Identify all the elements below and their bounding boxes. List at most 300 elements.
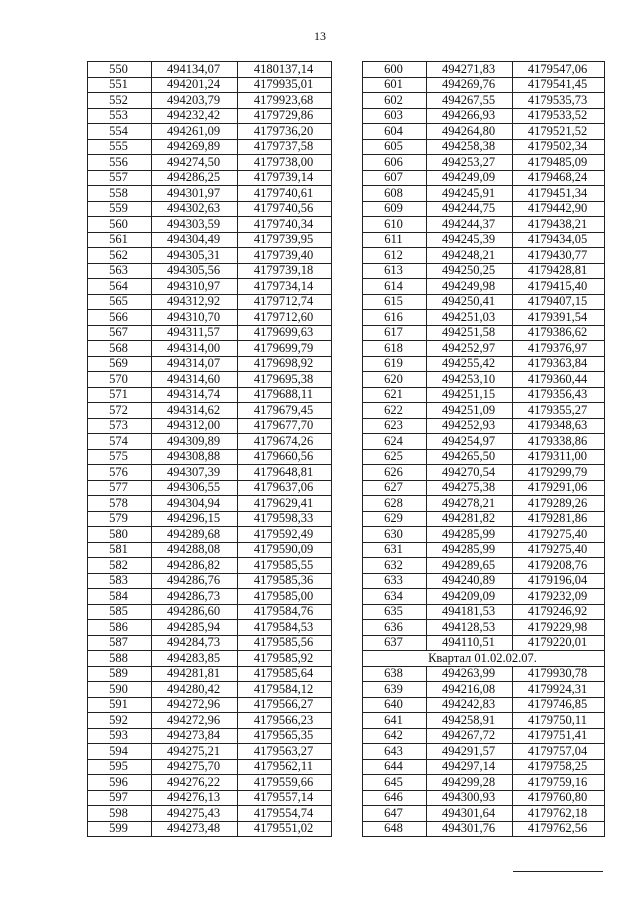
x-coordinate-cell: 494285,99: [427, 542, 513, 558]
y-coordinate-cell: 4179376,97: [513, 341, 605, 357]
y-coordinate-cell: 4179737,58: [238, 139, 332, 155]
left-table-body: [88, 62, 332, 837]
point-number-cell: 596: [88, 775, 152, 791]
y-coordinate-cell: 4179360,44: [513, 372, 605, 388]
x-coordinate-cell: 494275,70: [152, 759, 238, 775]
x-coordinate-cell: 494273,48: [152, 821, 238, 837]
table-row: [88, 387, 332, 403]
y-coordinate-cell: 4179232,09: [513, 589, 605, 605]
x-coordinate-cell: 494276,22: [152, 775, 238, 791]
x-coordinate-cell: 494291,57: [427, 744, 513, 760]
point-number-cell: 566: [88, 310, 152, 326]
x-coordinate-cell: 494286,73: [152, 589, 238, 605]
table-row: [88, 480, 332, 496]
table-row: [88, 589, 332, 605]
y-coordinate-cell: 4179751,41: [513, 728, 605, 744]
x-coordinate-cell: 494301,76: [427, 821, 513, 837]
table-row: [88, 496, 332, 512]
point-number-cell: 560: [88, 217, 152, 233]
x-coordinate-cell: 494307,39: [152, 465, 238, 481]
x-coordinate-cell: 494245,91: [427, 186, 513, 202]
point-number-cell: 640: [363, 697, 427, 713]
x-coordinate-cell: 494285,99: [427, 527, 513, 543]
table-row: [88, 651, 332, 667]
table-row: [88, 434, 332, 450]
x-coordinate-cell: 494251,03: [427, 310, 513, 326]
table-row: [88, 697, 332, 713]
table-row: [363, 728, 605, 744]
table-row: [363, 713, 605, 729]
table-row: [88, 821, 332, 837]
y-coordinate-cell: 4179434,05: [513, 232, 605, 248]
x-coordinate-cell: 494264,80: [427, 124, 513, 140]
point-number-cell: 575: [88, 449, 152, 465]
point-number-cell: 627: [363, 480, 427, 496]
point-number-cell: 555: [88, 139, 152, 155]
y-coordinate-cell: 4179695,38: [238, 372, 332, 388]
table-row: [363, 604, 605, 620]
point-number-cell: 602: [363, 93, 427, 109]
y-coordinate-cell: 4179677,70: [238, 418, 332, 434]
table-row: [363, 635, 605, 651]
x-coordinate-cell: 494280,42: [152, 682, 238, 698]
table-row: [363, 155, 605, 171]
table-row: [363, 697, 605, 713]
y-coordinate-cell: 4179355,27: [513, 403, 605, 419]
x-coordinate-cell: 494286,82: [152, 558, 238, 574]
y-coordinate-cell: 4179281,86: [513, 511, 605, 527]
table-row: [88, 372, 332, 388]
y-coordinate-cell: 4179729,86: [238, 108, 332, 124]
point-number-cell: 615: [363, 294, 427, 310]
table-row: [363, 186, 605, 202]
table-row: [88, 217, 332, 233]
table-row: [88, 604, 332, 620]
y-coordinate-cell: 4179438,21: [513, 217, 605, 233]
x-coordinate-cell: 494311,57: [152, 325, 238, 341]
y-coordinate-cell: 4179535,73: [513, 93, 605, 109]
y-coordinate-cell: 4179637,06: [238, 480, 332, 496]
y-coordinate-cell: 4179585,56: [238, 635, 332, 651]
point-number-cell: 618: [363, 341, 427, 357]
point-number-cell: 599: [88, 821, 152, 837]
x-coordinate-cell: 494203,79: [152, 93, 238, 109]
table-row: [88, 527, 332, 543]
table-row: [88, 93, 332, 109]
table-row: [88, 341, 332, 357]
x-coordinate-cell: 494273,84: [152, 728, 238, 744]
point-number-cell: 644: [363, 759, 427, 775]
table-row: [88, 77, 332, 93]
x-coordinate-cell: 494310,97: [152, 279, 238, 295]
table-row: [363, 325, 605, 341]
table-row: [88, 356, 332, 372]
table-row: [88, 325, 332, 341]
x-coordinate-cell: 494297,14: [427, 759, 513, 775]
point-number-cell: 583: [88, 573, 152, 589]
x-coordinate-cell: 494304,94: [152, 496, 238, 512]
point-number-cell: 593: [88, 728, 152, 744]
point-number-cell: 574: [88, 434, 152, 450]
y-coordinate-cell: 4179485,09: [513, 155, 605, 171]
point-number-cell: 601: [363, 77, 427, 93]
y-coordinate-cell: 4179585,36: [238, 573, 332, 589]
y-coordinate-cell: 4179923,68: [238, 93, 332, 109]
table-row: [363, 496, 605, 512]
y-coordinate-cell: 4179740,56: [238, 201, 332, 217]
point-number-cell: 633: [363, 573, 427, 589]
x-coordinate-cell: 494244,75: [427, 201, 513, 217]
table-row: [88, 635, 332, 651]
point-number-cell: 595: [88, 759, 152, 775]
y-coordinate-cell: 4179629,41: [238, 496, 332, 512]
point-number-cell: 592: [88, 713, 152, 729]
y-coordinate-cell: 4180137,14: [238, 62, 332, 78]
x-coordinate-cell: 494244,37: [427, 217, 513, 233]
x-coordinate-cell: 494300,93: [427, 790, 513, 806]
y-coordinate-cell: 4179220,01: [513, 635, 605, 651]
y-coordinate-cell: 4179740,61: [238, 186, 332, 202]
point-number-cell: 554: [88, 124, 152, 140]
point-number-cell: 641: [363, 713, 427, 729]
point-number-cell: 580: [88, 527, 152, 543]
y-coordinate-cell: 4179924,31: [513, 682, 605, 698]
x-coordinate-cell: 494253,10: [427, 372, 513, 388]
table-row: [363, 527, 605, 543]
x-coordinate-cell: 494285,94: [152, 620, 238, 636]
point-number-cell: 621: [363, 387, 427, 403]
x-coordinate-cell: 494305,56: [152, 263, 238, 279]
table-row: [363, 62, 605, 78]
y-coordinate-cell: 4179585,00: [238, 589, 332, 605]
table-row: [363, 465, 605, 481]
x-coordinate-cell: 494249,98: [427, 279, 513, 295]
table-row: [88, 294, 332, 310]
point-number-cell: 626: [363, 465, 427, 481]
table-row: [88, 248, 332, 264]
point-number-cell: 588: [88, 651, 152, 667]
footer-rule: [513, 871, 603, 872]
y-coordinate-cell: 4179502,34: [513, 139, 605, 155]
point-number-cell: 606: [363, 155, 427, 171]
point-number-cell: 564: [88, 279, 152, 295]
y-coordinate-cell: 4179557,14: [238, 790, 332, 806]
table-row: [363, 682, 605, 698]
table-row: [363, 139, 605, 155]
table-row: [363, 542, 605, 558]
y-coordinate-cell: 4179762,18: [513, 806, 605, 822]
x-coordinate-cell: 494263,99: [427, 666, 513, 682]
y-coordinate-cell: 4179750,11: [513, 713, 605, 729]
point-number-cell: 611: [363, 232, 427, 248]
x-coordinate-cell: 494251,15: [427, 387, 513, 403]
point-number-cell: 556: [88, 155, 152, 171]
x-coordinate-cell: 494276,13: [152, 790, 238, 806]
y-coordinate-cell: 4179759,16: [513, 775, 605, 791]
x-coordinate-cell: 494286,25: [152, 170, 238, 186]
y-coordinate-cell: 4179584,12: [238, 682, 332, 698]
y-coordinate-cell: 4179734,14: [238, 279, 332, 295]
table-row: [88, 139, 332, 155]
point-number-cell: 609: [363, 201, 427, 217]
y-coordinate-cell: 4179739,14: [238, 170, 332, 186]
y-coordinate-cell: 4179468,24: [513, 170, 605, 186]
point-number-cell: 634: [363, 589, 427, 605]
point-number-cell: 637: [363, 635, 427, 651]
point-number-cell: 568: [88, 341, 152, 357]
x-coordinate-cell: 494267,72: [427, 728, 513, 744]
x-coordinate-cell: 494303,59: [152, 217, 238, 233]
x-coordinate-cell: 494309,89: [152, 434, 238, 450]
x-coordinate-cell: 494312,92: [152, 294, 238, 310]
point-number-cell: 565: [88, 294, 152, 310]
point-number-cell: 579: [88, 511, 152, 527]
y-coordinate-cell: 4179757,04: [513, 744, 605, 760]
point-number-cell: 571: [88, 387, 152, 403]
x-coordinate-cell: 494253,27: [427, 155, 513, 171]
x-coordinate-cell: 494265,50: [427, 449, 513, 465]
point-number-cell: 608: [363, 186, 427, 202]
point-number-cell: 625: [363, 449, 427, 465]
x-coordinate-cell: 494272,96: [152, 697, 238, 713]
x-coordinate-cell: 494209,09: [427, 589, 513, 605]
x-coordinate-cell: 494289,68: [152, 527, 238, 543]
x-coordinate-cell: 494251,58: [427, 325, 513, 341]
y-coordinate-cell: 4179386,62: [513, 325, 605, 341]
table-row: [363, 744, 605, 760]
point-number-cell: 597: [88, 790, 152, 806]
table-row: [363, 93, 605, 109]
table-row: [88, 790, 332, 806]
point-number-cell: 567: [88, 325, 152, 341]
x-coordinate-cell: 494266,93: [427, 108, 513, 124]
x-coordinate-cell: 494281,82: [427, 511, 513, 527]
point-number-cell: 550: [88, 62, 152, 78]
y-coordinate-cell: 4179762,56: [513, 821, 605, 837]
table-row: [363, 418, 605, 434]
y-coordinate-cell: 4179547,06: [513, 62, 605, 78]
table-row: [363, 217, 605, 233]
point-number-cell: 553: [88, 108, 152, 124]
table-row: [363, 372, 605, 388]
x-coordinate-cell: 494275,21: [152, 744, 238, 760]
x-coordinate-cell: 494269,89: [152, 139, 238, 155]
point-number-cell: 612: [363, 248, 427, 264]
y-coordinate-cell: 4179935,01: [238, 77, 332, 93]
x-coordinate-cell: 494255,42: [427, 356, 513, 372]
x-coordinate-cell: 494283,85: [152, 651, 238, 667]
y-coordinate-cell: 4179208,76: [513, 558, 605, 574]
point-number-cell: 622: [363, 403, 427, 419]
table-row: [88, 449, 332, 465]
x-coordinate-cell: 494272,96: [152, 713, 238, 729]
y-coordinate-cell: 4179930,78: [513, 666, 605, 682]
y-coordinate-cell: 4179760,80: [513, 790, 605, 806]
x-coordinate-cell: 494250,41: [427, 294, 513, 310]
x-coordinate-cell: 494201,24: [152, 77, 238, 93]
y-coordinate-cell: 4179660,56: [238, 449, 332, 465]
table-row: [88, 418, 332, 434]
x-coordinate-cell: 494245,39: [427, 232, 513, 248]
point-number-cell: 581: [88, 542, 152, 558]
table-row: [363, 279, 605, 295]
table-row: [363, 341, 605, 357]
y-coordinate-cell: 4179688,11: [238, 387, 332, 403]
y-coordinate-cell: 4179738,00: [238, 155, 332, 171]
y-coordinate-cell: 4179699,63: [238, 325, 332, 341]
point-number-cell: 639: [363, 682, 427, 698]
point-number-cell: 642: [363, 728, 427, 744]
y-coordinate-cell: 4179598,33: [238, 511, 332, 527]
table-row: [88, 558, 332, 574]
point-number-cell: 603: [363, 108, 427, 124]
y-coordinate-cell: 4179584,53: [238, 620, 332, 636]
y-coordinate-cell: 4179196,04: [513, 573, 605, 589]
y-coordinate-cell: 4179246,92: [513, 604, 605, 620]
table-row: [88, 155, 332, 171]
point-number-cell: 573: [88, 418, 152, 434]
point-number-cell: 558: [88, 186, 152, 202]
point-number-cell: 648: [363, 821, 427, 837]
table-row: [363, 589, 605, 605]
coordinates-table-right: [362, 61, 605, 837]
x-coordinate-cell: 494252,97: [427, 341, 513, 357]
y-coordinate-cell: 4179562,11: [238, 759, 332, 775]
x-coordinate-cell: 494288,08: [152, 542, 238, 558]
table-row: [88, 279, 332, 295]
x-coordinate-cell: 494240,89: [427, 573, 513, 589]
x-coordinate-cell: 494312,00: [152, 418, 238, 434]
table-row: [363, 77, 605, 93]
point-number-cell: 577: [88, 480, 152, 496]
point-number-cell: 559: [88, 201, 152, 217]
point-number-cell: 635: [363, 604, 427, 620]
x-coordinate-cell: 494306,55: [152, 480, 238, 496]
table-row: [363, 356, 605, 372]
table-row: [363, 651, 605, 667]
point-number-cell: 638: [363, 666, 427, 682]
table-row: [88, 465, 332, 481]
x-coordinate-cell: 494250,25: [427, 263, 513, 279]
x-coordinate-cell: 494314,00: [152, 341, 238, 357]
table-row: [363, 263, 605, 279]
point-number-cell: 629: [363, 511, 427, 527]
x-coordinate-cell: 494258,38: [427, 139, 513, 155]
y-coordinate-cell: 4179563,27: [238, 744, 332, 760]
point-number-cell: 600: [363, 62, 427, 78]
point-number-cell: 576: [88, 465, 152, 481]
x-coordinate-cell: 494305,31: [152, 248, 238, 264]
x-coordinate-cell: 494296,15: [152, 511, 238, 527]
point-number-cell: 572: [88, 403, 152, 419]
y-coordinate-cell: 4179585,92: [238, 651, 332, 667]
point-number-cell: 647: [363, 806, 427, 822]
y-coordinate-cell: 4179590,09: [238, 542, 332, 558]
point-number-cell: 646: [363, 790, 427, 806]
point-number-cell: 552: [88, 93, 152, 109]
x-coordinate-cell: 494286,60: [152, 604, 238, 620]
y-coordinate-cell: 4179699,79: [238, 341, 332, 357]
table-row: [88, 263, 332, 279]
point-number-cell: 562: [88, 248, 152, 264]
table-row: [363, 403, 605, 419]
point-number-cell: 585: [88, 604, 152, 620]
y-coordinate-cell: 4179363,84: [513, 356, 605, 372]
x-coordinate-cell: 494278,21: [427, 496, 513, 512]
point-number-cell: 563: [88, 263, 152, 279]
table-row: [363, 248, 605, 264]
x-coordinate-cell: 494258,91: [427, 713, 513, 729]
y-coordinate-cell: 4179565,35: [238, 728, 332, 744]
point-number-cell: 631: [363, 542, 427, 558]
point-number-cell: 643: [363, 744, 427, 760]
table-row: [363, 759, 605, 775]
point-number-cell: 598: [88, 806, 152, 822]
x-coordinate-cell: 494128,53: [427, 620, 513, 636]
point-number-cell: 630: [363, 527, 427, 543]
y-coordinate-cell: 4179551,02: [238, 821, 332, 837]
y-coordinate-cell: 4179758,25: [513, 759, 605, 775]
x-coordinate-cell: 494267,55: [427, 93, 513, 109]
y-coordinate-cell: 4179451,34: [513, 186, 605, 202]
y-coordinate-cell: 4179740,34: [238, 217, 332, 233]
point-number-cell: 624: [363, 434, 427, 450]
table-row: [88, 186, 332, 202]
table-row: [363, 434, 605, 450]
x-coordinate-cell: 494261,09: [152, 124, 238, 140]
point-number-cell: 590: [88, 682, 152, 698]
table-row: [363, 108, 605, 124]
point-number-cell: 561: [88, 232, 152, 248]
table-row: [363, 821, 605, 837]
table-row: [88, 511, 332, 527]
table-row: [88, 108, 332, 124]
y-coordinate-cell: 4179541,45: [513, 77, 605, 93]
x-coordinate-cell: 494251,09: [427, 403, 513, 419]
x-coordinate-cell: 494270,54: [427, 465, 513, 481]
point-number-cell: 594: [88, 744, 152, 760]
table-row: [363, 387, 605, 403]
x-coordinate-cell: 494269,76: [427, 77, 513, 93]
table-row: [88, 806, 332, 822]
y-coordinate-cell: 4179739,18: [238, 263, 332, 279]
x-coordinate-cell: 494232,42: [152, 108, 238, 124]
point-number-cell: 645: [363, 775, 427, 791]
x-coordinate-cell: 494274,50: [152, 155, 238, 171]
x-coordinate-cell: 494281,81: [152, 666, 238, 682]
y-coordinate-cell: 4179428,81: [513, 263, 605, 279]
x-coordinate-cell: 494284,73: [152, 635, 238, 651]
y-coordinate-cell: 4179338,86: [513, 434, 605, 450]
table-row: [363, 790, 605, 806]
table-row: [363, 806, 605, 822]
y-coordinate-cell: 4179533,52: [513, 108, 605, 124]
x-coordinate-cell: 494254,97: [427, 434, 513, 450]
x-coordinate-cell: 494275,38: [427, 480, 513, 496]
table-row: [363, 620, 605, 636]
x-coordinate-cell: 494249,09: [427, 170, 513, 186]
y-coordinate-cell: 4179430,77: [513, 248, 605, 264]
x-coordinate-cell: 494271,83: [427, 62, 513, 78]
x-coordinate-cell: 494252,93: [427, 418, 513, 434]
point-number-cell: 578: [88, 496, 152, 512]
x-coordinate-cell: 494314,62: [152, 403, 238, 419]
table-row: [88, 666, 332, 682]
x-coordinate-cell: 494314,07: [152, 356, 238, 372]
point-number-cell: 632: [363, 558, 427, 574]
y-coordinate-cell: 4179674,26: [238, 434, 332, 450]
y-coordinate-cell: 4179592,49: [238, 527, 332, 543]
